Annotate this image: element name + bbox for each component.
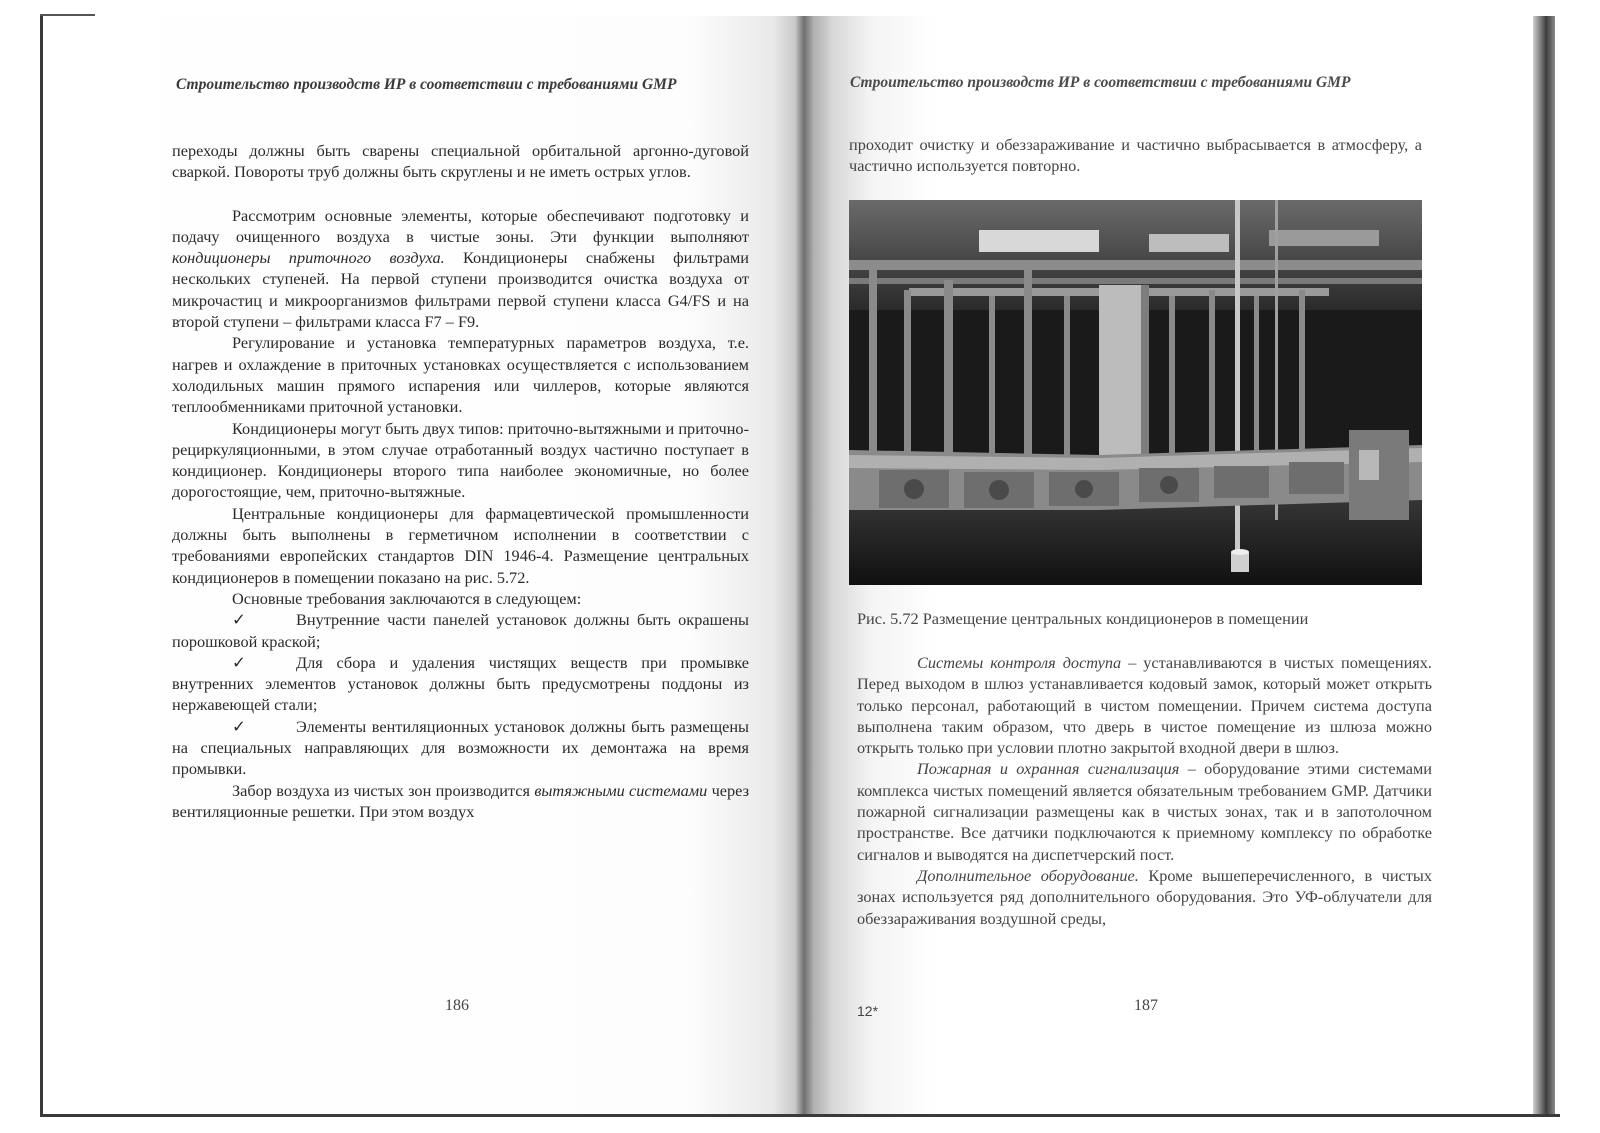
paragraph: Дополнительное оборудование. Кроме вышеперечисленного, в чистых зонах используется ряд дополнительного оборудования. Это УФ-облучатели для обеззараживания воздушной среды, — [857, 865, 1432, 928]
checkmark-icon: ✓ — [232, 652, 246, 672]
emphasis: Дополнительное оборудование. — [917, 865, 1139, 885]
figure-photo — [849, 200, 1422, 585]
paragraph: проходит очистку и обеззараживание и частично выбрасывается в атмосферу, а частично используется повторно. — [849, 135, 1422, 176]
right-body-text — [857, 652, 1432, 929]
checkmark-icon: ✓ — [232, 610, 246, 630]
book-gutter — [795, 16, 813, 1116]
list-item: ✓ Элементы вентиляционных установок должны быть размещены на специальных направляющих для возможности их демонтажа на время промывки. — [172, 716, 749, 779]
running-head-left: Строительство производств ИР в соответствии с требованиями GMP — [176, 76, 677, 93]
figure-caption: Рис. 5.72 Размещение центральных кондиционеров в помещении — [857, 609, 1309, 628]
page-number-left: 186 — [445, 997, 469, 1014]
running-head-right: Строительство производств ИР в соответствии с требованиями GMP — [850, 74, 1351, 91]
paragraph: Пожарная и охранная сигнализация – оборудование этими системами комплекса чистых помещений является обязательным требованием GMP. Датчики пожарной сигнализации размещены как в чистых зонах, так и в запотолочном пространстве. Все датчики подключаются к приемному комплексу по обработке сигналов и выводятся на диспетчерский пост. — [857, 759, 1433, 864]
scan-edge-bottom — [40, 1114, 1560, 1117]
checkmark-icon: ✓ — [232, 716, 246, 736]
page-edge-shadow — [1533, 16, 1555, 1116]
paragraph: переходы должны быть сварены специальной орбитальной аргонно-дуговой сваркой. Повороты труб должны быть скруглены и не иметь острых углов. — [172, 141, 749, 182]
paragraph: Системы контроля доступа – устанавливаются в чистых помещениях. Перед выходом в шлюз устанавливается кодовый замок, который может открыть только персонал, работающий в чистом помещении. Причем система доступа выполнена таким образом, что дверь в чистое помещение из шлюза можно открыть только при условии плотно закрытой входной двери в шлюз. — [857, 653, 1432, 758]
right-top-text — [849, 134, 1422, 177]
emphasis: Пожарная и охранная сигнализация — [917, 759, 1180, 779]
paragraph: Основные требования заключаются в следующем: — [232, 588, 582, 608]
emphasis: кондиционеры приточного воздуха. — [172, 248, 445, 268]
photo-air-handling-units — [849, 200, 1422, 585]
left-body-text — [172, 140, 749, 822]
paragraph: Забор воздуха из чистых зон производится вытяжными системами через вентиляционные решетки. При этом воздух — [172, 780, 750, 821]
paragraph: Кондиционеры могут быть двух типов: приточно-вытяжными и приточно-рециркуляционными, в этом случае отработанный воздух частично поступает в кондиционер. Кондиционеры второго типа наиболее экономичные, но более дорогостоящие, чем, приточно-вытяжные. — [172, 418, 749, 502]
list-item: ✓ Внутренние части панелей установок должны быть окрашены порошковой краской; — [172, 610, 749, 651]
paragraph: Рассмотрим основные элементы, которые обеспечивают подготовку и подачу очищенного воздуха в чистые зоны. Эти функции выполняют кондиционеры приточного воздуха. Кондиционеры снабжены фильтрами нескольких ступеней. На первой ступени производится очистка воздуха от микрочастиц и микроорганизмов фильтрами первой ступени класса G4/FS и на второй ступени – фильтрами класса F7 – F9. — [172, 205, 749, 332]
paragraph: Центральные кондиционеры для фармацевтической промышленности должны быть выполнены в герметичном исполнении в соответствии с требованиями европейских стандартов DIN 1946-4. Размещение центральных кондиционеров в помещении показано на рис. 5.72. — [172, 503, 749, 587]
list-item: ✓ Для сбора и удаления чистящих веществ при промывке внутренних элементов установок должны быть предусмотрены поддоны из нержавеющей стали; — [172, 652, 749, 715]
signature-mark: 12* — [857, 1003, 879, 1019]
paragraph: Регулирование и установка температурных параметров воздуха, т.е. нагрев и охлаждение в приточных установках осуществляется с использованием холодильных машин прямого испарения или чиллеров, которые являются теплообменниками приточной установки. — [172, 333, 749, 417]
page-number-right: 187 — [1134, 997, 1158, 1014]
emphasis: Системы контроля доступа — [917, 653, 1122, 672]
emphasis: вытяжными системами — [534, 780, 708, 800]
